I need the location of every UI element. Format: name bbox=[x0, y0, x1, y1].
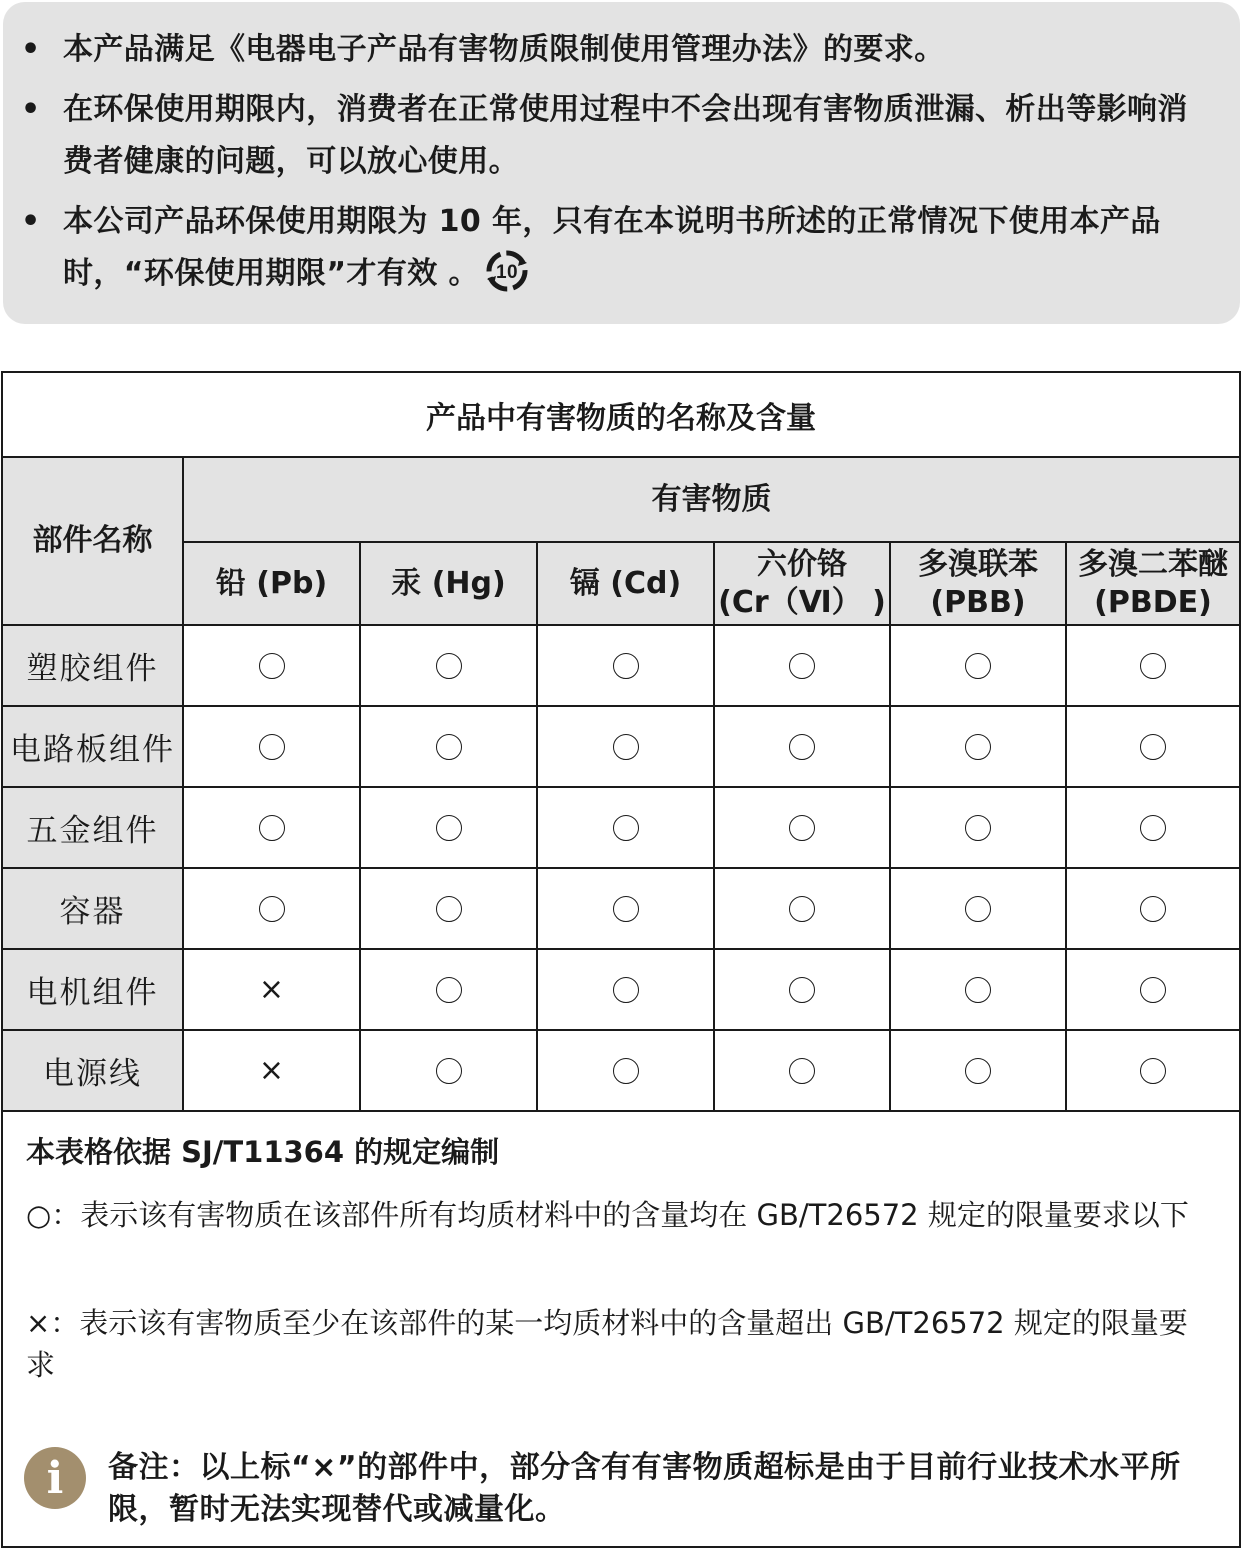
substance-mark-cell bbox=[1067, 1031, 1239, 1112]
info-icon: i bbox=[24, 1447, 86, 1509]
substance-mark-cell bbox=[1067, 950, 1239, 1031]
compliant-circle-mark bbox=[965, 896, 991, 922]
substance-mark-cell bbox=[184, 626, 361, 707]
compliant-circle-mark bbox=[965, 815, 991, 841]
substance-mark-cell bbox=[891, 707, 1067, 788]
compliant-circle-mark bbox=[436, 896, 462, 922]
compliant-circle-mark bbox=[436, 977, 462, 1003]
compliant-circle-mark bbox=[789, 1058, 815, 1084]
substance-mark-cell bbox=[715, 788, 891, 869]
compliant-circle-mark bbox=[436, 734, 462, 760]
remark-text: 备注：以上标“×”的部件中，部分含有有害物质超标是由于目前行业技术水平所限，暂时无法实现替代或减量化。 bbox=[108, 1450, 1181, 1527]
part-name-header: 部件名称 bbox=[3, 458, 184, 626]
table-notes bbox=[26, 1130, 1203, 1171]
substance-name: 铅 (Pb) bbox=[215, 565, 328, 601]
substance-mark-cell bbox=[891, 950, 1067, 1031]
substance-mark-cell bbox=[361, 1031, 538, 1112]
substance-mark-cell bbox=[1067, 626, 1239, 707]
part-name-cell: 塑胶组件 bbox=[3, 626, 184, 707]
compliant-circle-mark bbox=[789, 977, 815, 1003]
substance-mark-cell bbox=[184, 707, 361, 788]
compliant-circle-mark bbox=[789, 896, 815, 922]
circle-legend-note bbox=[26, 1194, 1203, 1236]
substance-formula: (PBB) bbox=[930, 584, 1026, 620]
part-name-cell: 五金组件 bbox=[3, 788, 184, 869]
compliant-circle-mark bbox=[613, 977, 639, 1003]
substance-mark-cell bbox=[538, 707, 715, 788]
notice-item-text: 本产品满足《电器电子产品有害物质限制使用管理办法》的要求。 bbox=[63, 32, 945, 67]
substance-mark-cell bbox=[361, 950, 538, 1031]
substance-mark-cell bbox=[1067, 869, 1239, 950]
compliant-circle-mark bbox=[1140, 977, 1166, 1003]
substance-mark-cell bbox=[891, 626, 1067, 707]
notice-item bbox=[21, 24, 1210, 76]
compliant-circle-mark bbox=[259, 653, 285, 679]
compliant-circle-mark bbox=[965, 653, 991, 679]
compliant-circle-mark bbox=[1140, 896, 1166, 922]
part-name-cell: 容器 bbox=[3, 869, 184, 950]
notice-item-text-body: 本公司产品环保使用期限为 10 年，只有在本说明书所述的正常情况下使用本产品时，“环保使用期限”才有效 。 bbox=[63, 204, 1161, 291]
part-name-cell: 电路板组件 bbox=[3, 707, 184, 788]
compliant-circle-mark bbox=[965, 1058, 991, 1084]
compliant-circle-mark bbox=[613, 896, 639, 922]
substance-mark-cell bbox=[715, 950, 891, 1031]
substance-column-header bbox=[361, 543, 538, 626]
remark-block bbox=[24, 1447, 1188, 1531]
compliant-circle-mark bbox=[1140, 734, 1166, 760]
substance-mark-cell bbox=[361, 788, 538, 869]
substance-name: 六价铬 bbox=[757, 546, 847, 582]
substance-mark-cell bbox=[538, 626, 715, 707]
compliant-circle-mark bbox=[1140, 653, 1166, 679]
substance-mark-cell bbox=[1067, 707, 1239, 788]
substance-column-header bbox=[184, 543, 361, 626]
substance-mark-cell bbox=[715, 707, 891, 788]
notice-item-text bbox=[63, 196, 1210, 300]
compliance-notice-panel bbox=[3, 2, 1240, 324]
compliant-circle-mark bbox=[1140, 1058, 1166, 1084]
substance-mark-cell bbox=[891, 788, 1067, 869]
compliant-circle-mark bbox=[259, 734, 285, 760]
substance-mark-cell bbox=[361, 869, 538, 950]
substance-mark-cell bbox=[538, 788, 715, 869]
compliant-circle-mark bbox=[613, 653, 639, 679]
substance-mark-cell bbox=[715, 1031, 891, 1112]
substance-mark-cell bbox=[891, 869, 1067, 950]
notice-item bbox=[21, 196, 1210, 300]
part-name-cell: 电源线 bbox=[3, 1031, 184, 1112]
bullet-icon: • bbox=[21, 204, 41, 239]
cross-legend-note bbox=[26, 1302, 1203, 1386]
table-title: 产品中有害物质的名称及含量 bbox=[3, 373, 1239, 458]
substance-column-header bbox=[715, 543, 891, 626]
recycle-period-icon bbox=[485, 249, 529, 293]
bullet-icon: • bbox=[21, 92, 41, 127]
substance-mark-cell bbox=[538, 1031, 715, 1112]
exceeds-cross-mark: × bbox=[258, 1053, 285, 1088]
compliant-circle-mark bbox=[436, 653, 462, 679]
substance-mark-cell bbox=[184, 1031, 361, 1112]
substance-mark-cell bbox=[891, 1031, 1067, 1112]
compliant-circle-mark bbox=[259, 815, 285, 841]
substance-mark-cell bbox=[538, 950, 715, 1031]
bullet-icon: • bbox=[21, 32, 41, 67]
substance-mark-cell bbox=[1067, 788, 1239, 869]
compliant-circle-mark bbox=[613, 815, 639, 841]
substance-name: 多溴联苯 bbox=[918, 546, 1038, 582]
part-name-cell: 电机组件 bbox=[3, 950, 184, 1031]
compliant-circle-mark bbox=[259, 896, 285, 922]
compliant-circle-mark bbox=[789, 653, 815, 679]
substance-mark-cell bbox=[184, 869, 361, 950]
recycle-period-number: 10 bbox=[495, 261, 518, 283]
substance-mark-cell bbox=[184, 950, 361, 1031]
substance-name: 镉 (Cd) bbox=[569, 565, 682, 601]
compliant-circle-mark bbox=[436, 1058, 462, 1084]
substance-mark-cell bbox=[538, 869, 715, 950]
circle-legend-text: ○：表示该有害物质在该部件所有均质材料中的含量均在 GB/T26572 规定的限量要求以下 bbox=[26, 1198, 1189, 1232]
substance-mark-cell bbox=[715, 626, 891, 707]
substance-mark-cell bbox=[184, 788, 361, 869]
cross-legend-text: ×：表示该有害物质至少在该部件的某一均质材料中的含量超出 GB/T26572 规定的限量要求 bbox=[26, 1306, 1188, 1382]
substance-name: 多溴二苯醚 bbox=[1078, 546, 1228, 582]
compliant-circle-mark bbox=[965, 734, 991, 760]
compliant-circle-mark bbox=[965, 977, 991, 1003]
substance-column-header bbox=[538, 543, 715, 626]
substance-formula: (PBDE) bbox=[1094, 584, 1212, 620]
compliant-circle-mark bbox=[613, 734, 639, 760]
notice-item bbox=[21, 84, 1210, 188]
substance-mark-cell bbox=[361, 626, 538, 707]
substance-mark-cell bbox=[715, 869, 891, 950]
substance-column-header bbox=[891, 543, 1067, 626]
compliant-circle-mark bbox=[789, 815, 815, 841]
compliant-circle-mark bbox=[436, 815, 462, 841]
exceeds-cross-mark: × bbox=[258, 972, 285, 1007]
substance-formula: (Cr（Ⅵ） ) bbox=[718, 584, 886, 620]
compliant-circle-mark bbox=[789, 734, 815, 760]
substance-mark-cell bbox=[361, 707, 538, 788]
compliant-circle-mark bbox=[613, 1058, 639, 1084]
substance-column-header bbox=[1067, 543, 1239, 626]
substance-name: 汞 (Hg) bbox=[391, 565, 506, 601]
compliant-circle-mark bbox=[1140, 815, 1166, 841]
substance-group-header: 有害物质 bbox=[184, 458, 1239, 543]
standard-basis-note: 本表格依据 SJ/T11364 的规定编制 bbox=[26, 1135, 500, 1169]
notice-item-text: 在环保使用期限内，消费者在正常使用过程中不会出现有害物质泄漏、析出等影响消费者健康的问题，可以放心使用。 bbox=[63, 92, 1188, 179]
